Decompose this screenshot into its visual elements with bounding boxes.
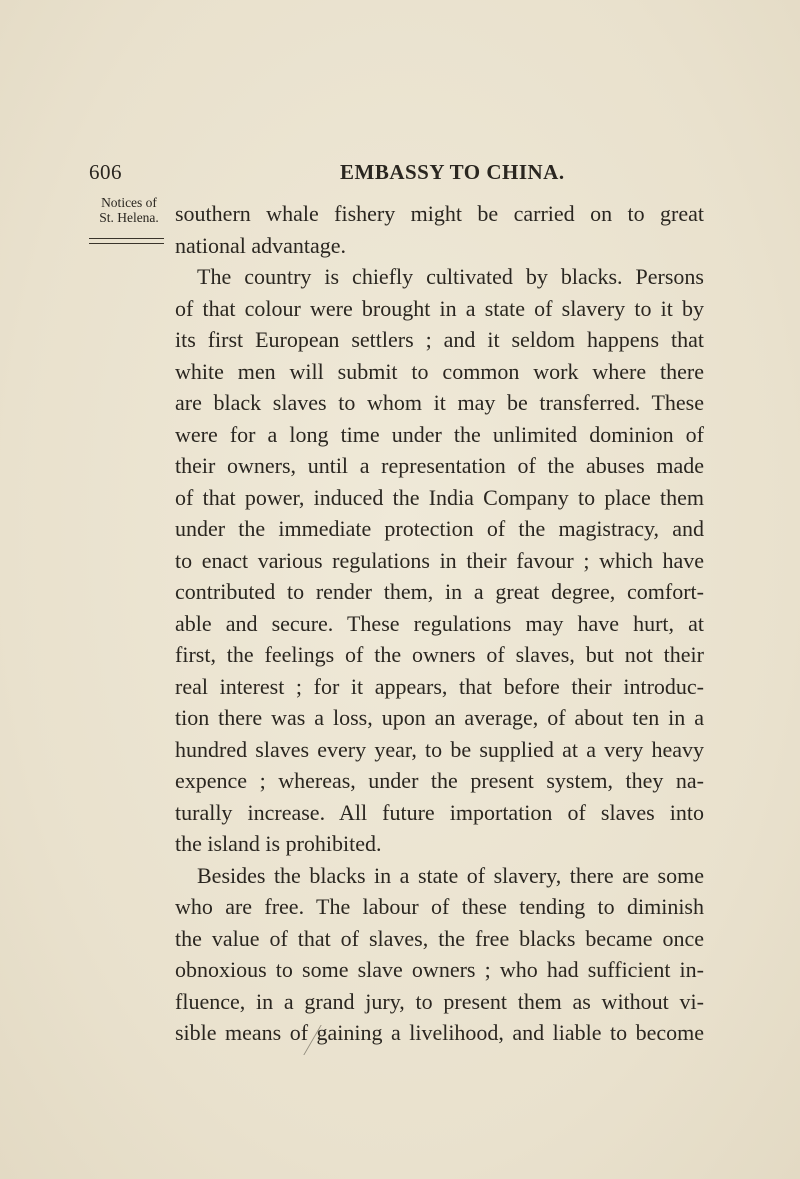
text-line: to enact various regulations in their favour ; which have (175, 547, 704, 573)
text-line: the island is prohibited. (175, 831, 382, 856)
text-line: contributed to render them, in a great degree, comfort- (175, 579, 704, 604)
text-line: turally increase. All future importation of slaves into (175, 799, 704, 825)
text-line: Besides the blacks in a state of slavery, there are some (197, 862, 704, 888)
text-line: fluence, in a grand jury, to present them as without vi- (175, 988, 704, 1014)
margin-note-line: St. Helena. (99, 210, 159, 225)
text-line: southern whale fishery might be carried on to great (175, 201, 704, 226)
text-line: were for a long time under the unlimited dominion of (175, 421, 704, 447)
text-line: under the immediate protection of the magistracy, and (175, 516, 704, 541)
body-text (175, 198, 704, 1049)
text-line: hundred slaves every year, to be supplied at a very heavy (175, 736, 704, 762)
running-title: EMBASSY TO CHINA. (340, 160, 565, 184)
text-line: of that power, induced the India Company to place them (175, 484, 704, 510)
margin-note (84, 195, 174, 225)
text-line: obnoxious to some slave owners ; who had sufficient in- (175, 957, 704, 982)
text-line: real interest ; for it appears, that before their introduc- (175, 673, 704, 699)
text-line: their owners, until a representation of the abuses made (175, 453, 704, 478)
text-line: first, the feelings of the owners of slaves, but not their (175, 642, 704, 667)
text-line: the value of that of slaves, the free blacks became once (175, 925, 704, 951)
margin-note-line: Notices of (101, 195, 157, 210)
text-line: expence ; whereas, under the present system, they na- (175, 768, 704, 793)
text-line: able and secure. These regulations may have hurt, at (175, 610, 704, 636)
text-line: The country is chiefly cultivated by blacks. Persons (197, 264, 704, 289)
margin-double-rule (89, 238, 164, 244)
page-number: 606 (89, 160, 122, 184)
text-line: its first European settlers ; and it seldom happens that (175, 327, 704, 352)
text-line: of that colour were brought in a state of slavery to it by (175, 295, 704, 321)
text-line: who are free. The labour of these tending to diminish (175, 894, 704, 919)
text-line: white men will submit to common work where there (175, 358, 704, 384)
text-line: national advantage. (175, 232, 347, 258)
text-line: sible means of gaining a livelihood, and liable to become (175, 1020, 704, 1045)
text-line: tion there was a loss, upon an average, of about ten in a (175, 705, 704, 730)
text-line: are black slaves to whom it may be transferred. These (175, 390, 704, 415)
